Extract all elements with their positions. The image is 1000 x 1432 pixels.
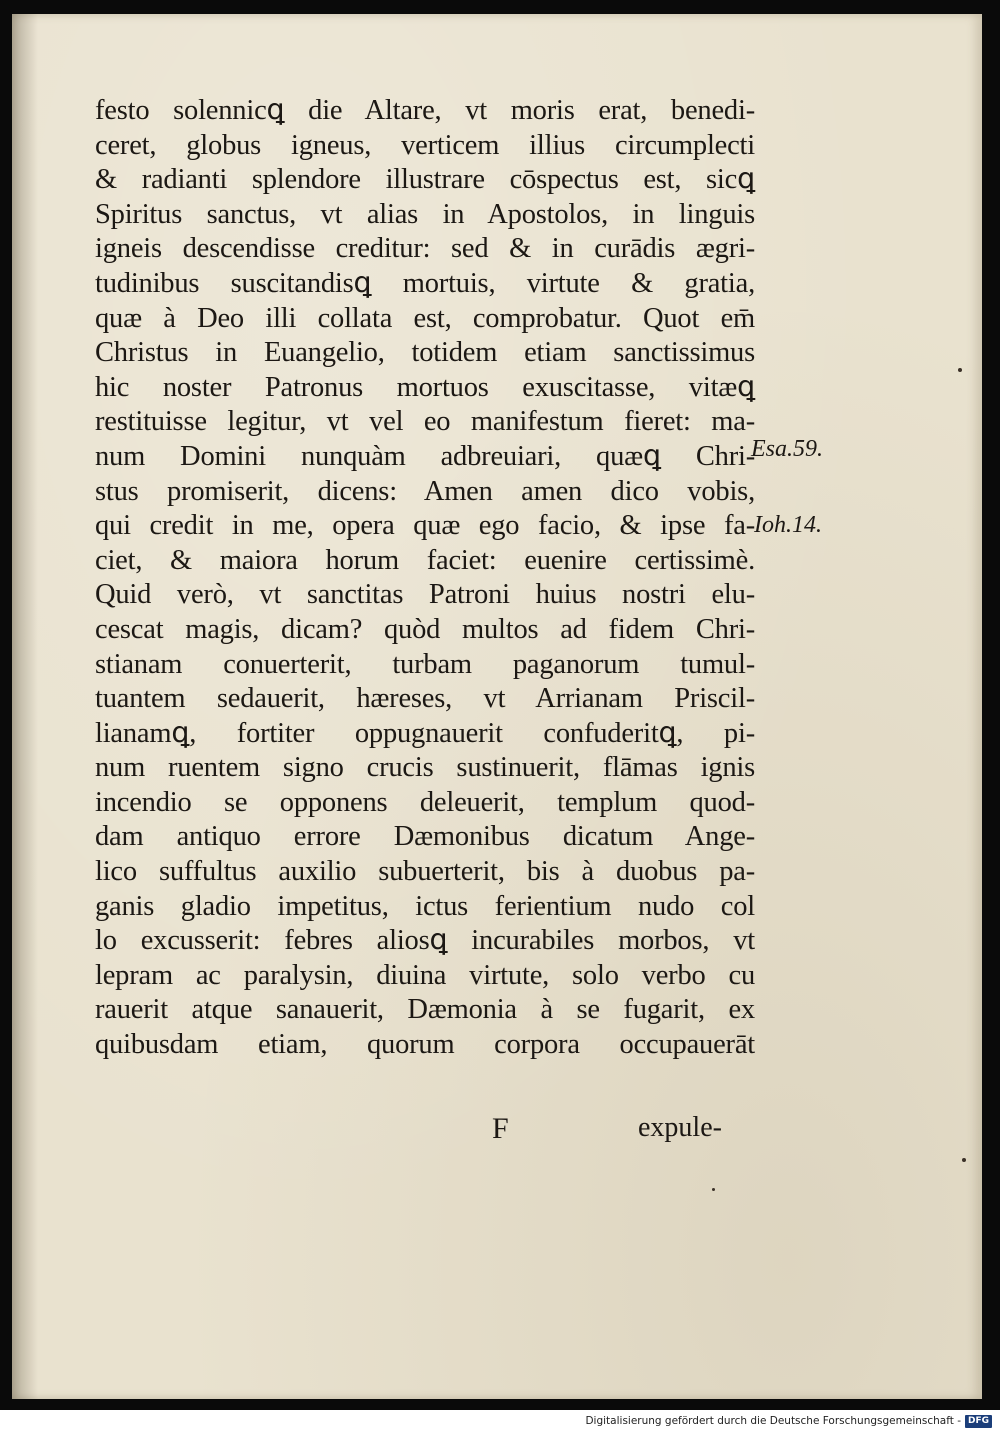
text-line: cescat magis, dicam? quòd multos ad fidem Chri- [95, 613, 755, 645]
paper-speck [712, 1188, 715, 1191]
text-line: ceret, globus igneus, verticem illius circumplecti [95, 129, 755, 161]
digitization-footer [0, 1410, 1000, 1432]
text-line: Spiritus sanctus, vt alias in Apostolos, in linguis [95, 198, 755, 230]
text-line: & radianti splendore illustrare cōspectus est, sicꝗ [95, 164, 755, 196]
body-text [95, 94, 795, 1063]
text-line: lico suffultus auxilio subuerterit, bis à duobus pa- [95, 856, 755, 888]
text-line: tuantem sedauerit, hæreses, vt Arrianam Priscil- [95, 683, 755, 715]
dfg-logo: DFG [965, 1415, 992, 1428]
text-line: festo solennicꝗ die Altare, vt moris erat, benedi- [95, 95, 755, 126]
text-line: quibusdam etiam, quorum corpora occupauerāt [95, 1029, 755, 1061]
text-line: ciet, & maiora horum faciet: euenire certissimè. [95, 544, 755, 576]
text-line: lianamꝗ, fortiter oppugnauerit confuderitꝗ, pi- [95, 717, 755, 749]
text-line: lepram ac paralysin, diuina virtute, solo verbo cu [95, 959, 755, 991]
text-line: restituisse legitur, vt vel eo manifestum fieret: ma- [95, 406, 755, 438]
signature-mark: F [492, 1112, 509, 1145]
text-line: dam antiquo errore Dæmonibus dicatum Ange- [95, 821, 755, 853]
text-line: quæ à Deo illi collata est, comprobatur. Quot em̄ [95, 302, 755, 334]
text-line: ganis gladio impetitus, ictus ferientium nudo col [95, 890, 755, 922]
text-line: tudinibus suscitandisꝗ mortuis, virtute & gratia, [95, 267, 755, 299]
text-line: Quid verò, vt sanctitas Patroni huius nostri elu- [95, 579, 755, 611]
margin-note-esa: Esa.59. [751, 436, 823, 462]
paper-speck [958, 368, 962, 372]
text-line: qui credit in me, opera quæ ego facio, & ipse fa- [95, 510, 755, 542]
text-line: lo excusserit: febres aliosꝗ incurabiles morbos, vt [95, 925, 755, 957]
text-line: Christus in Euangelio, totidem etiam sanctissimus [95, 337, 755, 369]
text-line: stianam conuerterit, turbam paganorum tumul- [95, 648, 755, 680]
text-line: stus promiserit, dicens: Amen amen dico vobis, [95, 475, 755, 507]
margin-note-ioh: Ioh.14. [754, 512, 822, 538]
text-line: num ruentem signo crucis sustinuerit, flāmas ignis [95, 752, 755, 784]
footer-credit: Digitalisierung gefördert durch die Deutsche Forschungsgemeinschaft - [585, 1415, 961, 1427]
text-line: incendio se opponens deleuerit, templum quod- [95, 786, 755, 818]
text-line: hic noster Patronus mortuos exuscitasse, vitæꝗ [95, 371, 755, 403]
text-line: rauerit atque sanauerit, Dæmonia à se fugarit, ex [95, 994, 755, 1026]
paper-speck [962, 1158, 966, 1162]
catchword: expule- [638, 1112, 722, 1143]
text-line: num Domini nunquàm adbreuiari, quæꝗ Chri- [95, 440, 755, 472]
gutter-shadow [12, 14, 38, 1399]
text-line: igneis descendisse creditur: sed & in curādis ægri- [95, 233, 755, 265]
